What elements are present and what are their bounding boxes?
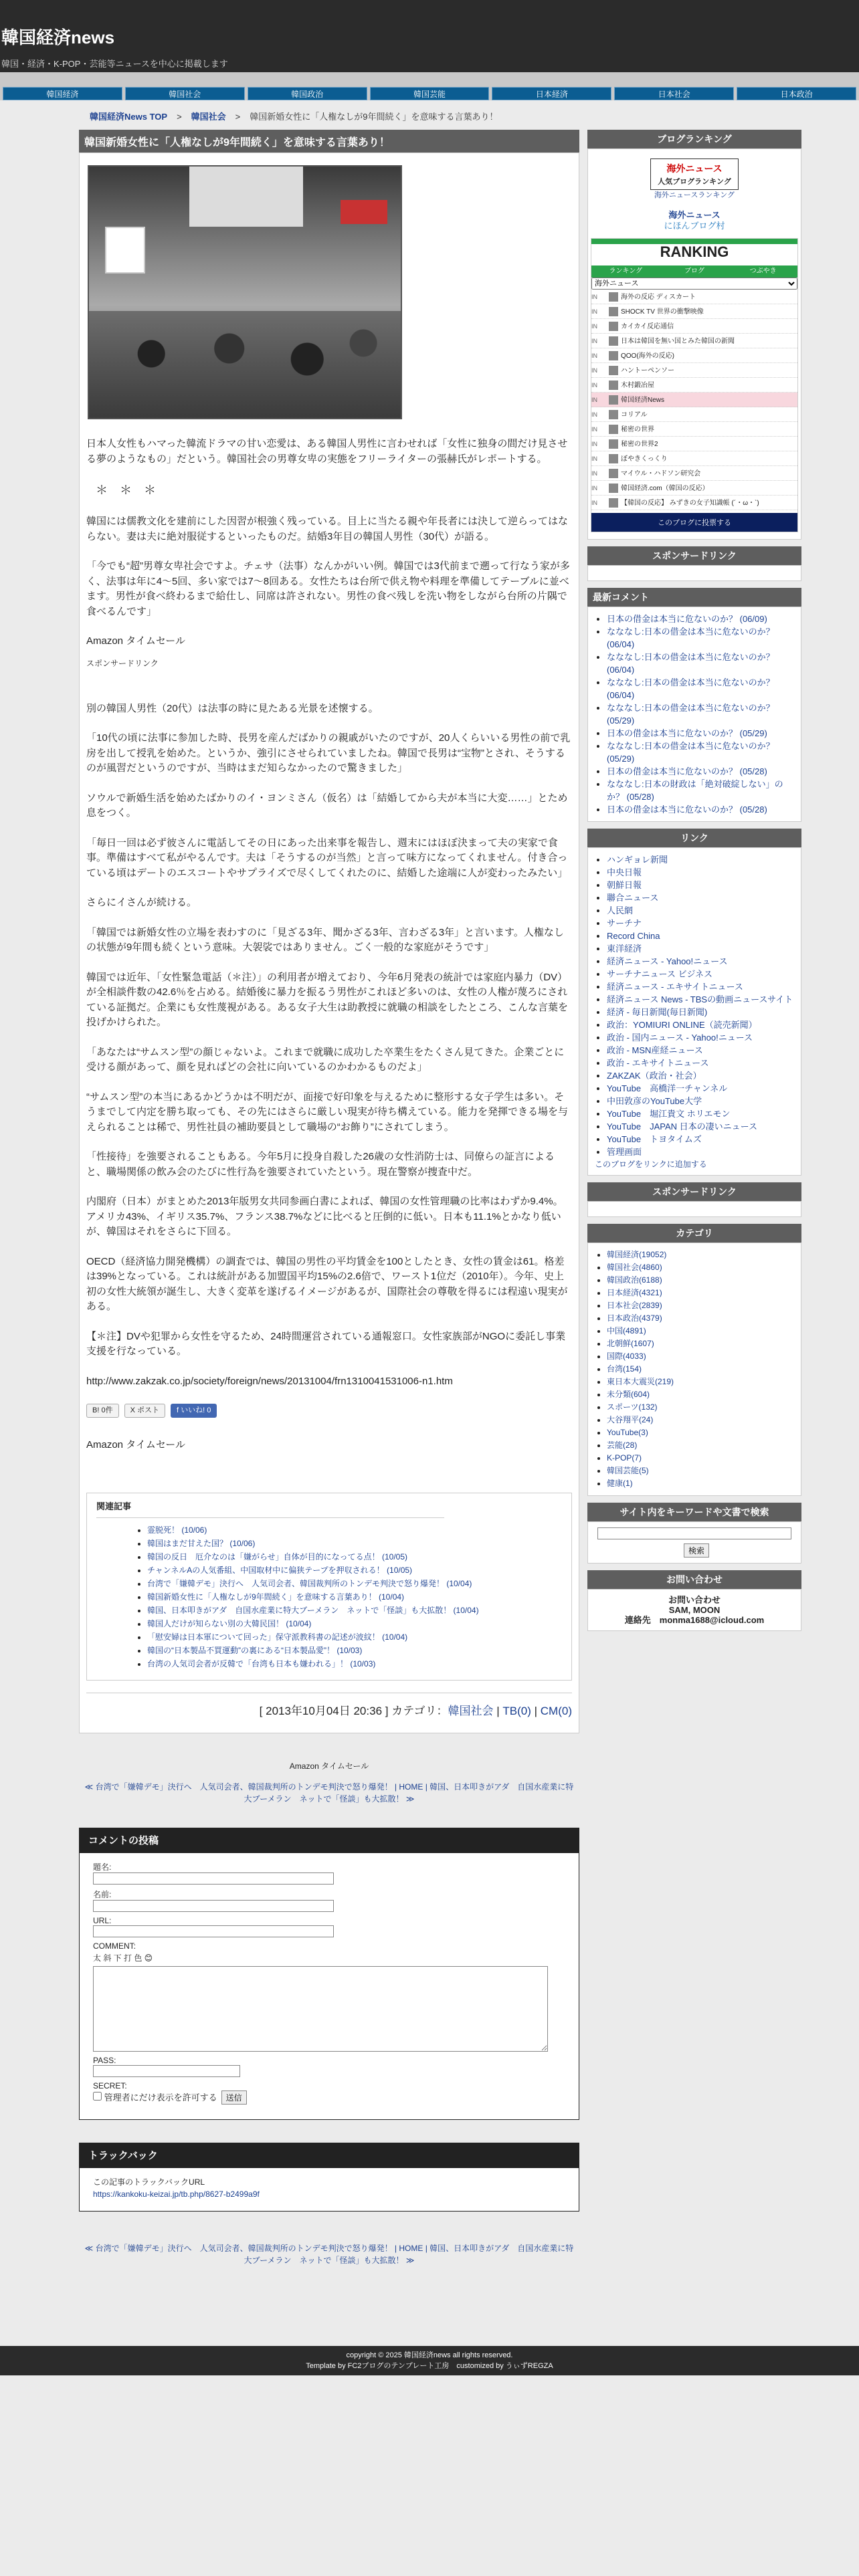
- contact-line: お問い合わせ: [668, 1595, 721, 1605]
- recent-comments: [587, 607, 801, 822]
- link-item-link[interactable]: 人民網: [607, 905, 634, 916]
- link-item-link[interactable]: 政治 - MSN産経ニュース: [607, 1045, 703, 1055]
- blogmura-banner[interactable]: 海外ニュース: [668, 210, 721, 220]
- related-item: [147, 1617, 562, 1630]
- link-item-link[interactable]: 東洋経済: [607, 944, 642, 954]
- link-item: [607, 993, 794, 1006]
- site-header: [0, 0, 859, 72]
- category-item-link[interactable]: 芸能(28): [607, 1440, 638, 1450]
- ranking-row-label: コリアル: [621, 411, 648, 419]
- article-paragraph: 韓国には儒教文化を建前にした因習が根強く残っている。目上に当たる親や年長者には決して逆らってはならない。妻は夫に絶対服従するといったものだ。結婚3年目の韓国人男性（30代）が語る。: [86, 516, 569, 542]
- ranking-category-select[interactable]: [591, 278, 797, 290]
- category-link[interactable]: 韓国社会: [448, 1704, 494, 1717]
- link-item: [607, 1095, 794, 1107]
- x-post-button[interactable]: X ポスト: [124, 1404, 165, 1418]
- secret-checkbox[interactable]: [93, 2092, 102, 2101]
- ranking-row[interactable]: IN SHOCK TV 世界の衝撃映像: [591, 304, 797, 319]
- comment-textarea[interactable]: [93, 1966, 548, 2052]
- comment-count[interactable]: CM(0): [540, 1704, 572, 1717]
- recent-comment-item: [607, 676, 794, 702]
- category-title: カテゴリ: [587, 1224, 801, 1243]
- link-item: [607, 917, 794, 930]
- related-item: [147, 1590, 562, 1604]
- trackback-label: この記事のトラックバックURL: [93, 2177, 205, 2187]
- category-item: [607, 1376, 794, 1388]
- related-item: [147, 1523, 562, 1537]
- trackback-url[interactable]: https://kankoku-keizai.jp/tb.php/8627-b2499a9f: [93, 2189, 260, 2199]
- ranking-row-label: 秘密の世界2: [621, 441, 658, 448]
- recent-comment-item-link[interactable]: なななし:日本の借金は本当に危ないのか？ (06/04): [607, 627, 775, 649]
- ranking-row-label: ぼやきくっくり: [621, 455, 668, 463]
- trackback-title: トラックバック: [79, 2143, 579, 2167]
- ranking-row[interactable]: IN 海外の反応 ディスカート: [591, 290, 797, 304]
- subject-label: 題名:: [93, 1862, 112, 1872]
- category-item-link[interactable]: 健康(1): [607, 1479, 633, 1488]
- related-link[interactable]: 韓国はまだ甘えた国？ (10/06): [147, 1538, 256, 1548]
- recent-comment-item: [607, 727, 794, 740]
- link-item-link[interactable]: 政治 - 国内ニュース - Yahoo!ニュース: [607, 1033, 753, 1043]
- format-toolbar[interactable]: 太 斜 下 打 色 😊: [93, 1953, 153, 1963]
- link-item-link[interactable]: 政治：YOMIURI ONLINE（読売新聞）: [607, 1020, 757, 1030]
- blog-thumb-icon: [609, 307, 618, 316]
- url-label: URL:: [93, 1916, 112, 1925]
- article-body: [79, 152, 579, 1733]
- category-item: [607, 1452, 794, 1465]
- breadcrumb: 韓国経済News TOP > 韓国社会 > 韓国新婚女性に「人権なしが9年間続く」を意味する言葉あり！: [90, 112, 498, 122]
- link-item-link[interactable]: 朝鮮日報: [607, 880, 642, 890]
- contact-box: [587, 1589, 801, 1631]
- article-separator: ＊＊＊: [96, 484, 168, 497]
- category-item-link[interactable]: 台湾(154): [607, 1364, 642, 1374]
- link-item-link[interactable]: YouTube 堀江貴文 ホリエモン: [607, 1109, 731, 1119]
- link-item-link[interactable]: 聯合ニュース: [607, 893, 659, 903]
- ranking-row[interactable]: IN マイウル・ハドソン研究会: [591, 466, 797, 481]
- ranking-row[interactable]: IN 日本は韓国を無い国とみた韓国の新聞: [591, 334, 797, 348]
- ranking-banner[interactable]: [591, 152, 798, 238]
- related-link[interactable]: 韓国の“日本製品不買運動”の裏にある“日本製品愛”！ (10/03): [147, 1645, 363, 1655]
- copyright: copyright © 2025 韓国経済news all rights reserved.: [346, 2351, 513, 2359]
- source-url[interactable]: http://www.zakzak.co.jp/society/foreign/news/20131004/frn1310041531006-n1.htm: [86, 1375, 453, 1387]
- sponsor-label: スポンサードリンク: [86, 658, 159, 668]
- link-item: [607, 930, 794, 942]
- ranking-row-label: 韓国経済News: [621, 397, 665, 404]
- links-box: [587, 847, 801, 1176]
- category-item-link[interactable]: 韓国社会(4860): [607, 1263, 662, 1272]
- amazon-link[interactable]: Amazon タイムセール: [289, 1761, 369, 1771]
- recent-comment-item: [607, 778, 794, 803]
- nav-korea-politics[interactable]: 韓国政治: [248, 87, 367, 100]
- ranking-widget: [591, 238, 798, 532]
- recent-comment-item: [607, 625, 794, 651]
- amazon-link[interactable]: Amazon タイムセール: [86, 1438, 185, 1451]
- ranking-logo: RANKING: [591, 239, 797, 265]
- category-item-link[interactable]: 東日本大震災(219): [607, 1377, 674, 1386]
- name-input[interactable]: [93, 1900, 334, 1912]
- secret-label: SECRET:: [93, 2081, 127, 2090]
- related-link[interactable]: 韓国人だけが知らない別の大韓民国！ (10/04): [147, 1618, 312, 1628]
- blog-thumb-icon: [609, 366, 618, 375]
- add-link[interactable]: このブログをリンクに追加する: [595, 1160, 707, 1169]
- vote-button[interactable]: このブログに投票する: [591, 513, 797, 532]
- ranking-row[interactable]: IN ぼやきくっくり: [591, 451, 797, 466]
- link-item-link[interactable]: YouTube トヨタイムズ: [607, 1134, 702, 1144]
- link-item: [607, 942, 794, 955]
- ranking-row[interactable]: IN 秘密の世界: [591, 422, 797, 437]
- link-item: [607, 866, 794, 879]
- category-item: [607, 1401, 794, 1414]
- comment-form-title: コメントの投稿: [79, 1828, 579, 1852]
- recent-comment-item: [607, 613, 794, 625]
- contact-names: SAM, MOON: [668, 1605, 721, 1615]
- ranking-row-label: ハントーペンソー: [621, 367, 674, 374]
- related-link[interactable]: 台湾の人気司会者が反韓で「台湾も日本も嫌われる」！ (10/03): [147, 1658, 376, 1669]
- article-footer: [ 2013年10月04日 20:36 ] カテゴリ：韓国社会 | TB(0) | CM(0): [86, 1693, 572, 1720]
- link-item-link[interactable]: YouTube JAPAN 日本の凄いニュース: [607, 1121, 757, 1132]
- pass-label: PASS:: [93, 2056, 116, 2065]
- contact-label: 連絡先: [624, 1615, 651, 1625]
- link-item-link[interactable]: Record China: [607, 931, 660, 941]
- category-item-link[interactable]: 日本政治(4379): [607, 1313, 662, 1323]
- blog-thumb-icon: [609, 425, 618, 434]
- post-pager: [82, 1781, 577, 1805]
- category-item-link[interactable]: YouTube(3): [607, 1428, 648, 1437]
- related-item: [147, 1604, 562, 1617]
- breadcrumb-top[interactable]: 韓国経済News TOP: [90, 112, 168, 122]
- ranking-row[interactable]: IN 木村鍛冶屋: [591, 378, 797, 393]
- ranking-row[interactable]: IN カイカイ反応通信: [591, 319, 797, 334]
- article-paragraph: 日本人女性もハマった韓流ドラマの甘い恋愛は、ある韓国人男性に言わせれば「女性に独身の間だけ見させる夢のようなもの」だという。韓国社会の男尊女卑の実態をフリーライターの張赫氏がレポートする。: [86, 438, 568, 465]
- breadcrumb-category[interactable]: 韓国社会: [191, 112, 226, 122]
- banner-sub: 人気ブログランキング: [658, 178, 731, 186]
- sponsor-box-2: [587, 1201, 801, 1217]
- site-footer: [0, 2346, 859, 2375]
- blog-ranking-box: [587, 148, 801, 540]
- article-paragraph: さらにイさんが続ける。: [86, 897, 197, 908]
- link-item-link[interactable]: サーチナ: [607, 918, 642, 928]
- category-item: [607, 1299, 794, 1312]
- category-item-link[interactable]: 韓国芸能(5): [607, 1466, 649, 1475]
- related-item: [147, 1537, 562, 1550]
- link-item: [607, 853, 794, 866]
- article-paragraph: 「あなたは“サムスン型”の顔じゃないよ。これまで就職に成功した卒業生をたくさん見てきた。企業ごとに受ける顔があって、顔を見ればどの会社に向いているのかわかるものだよ」: [86, 1046, 565, 1073]
- name-label: 名前:: [93, 1890, 112, 1899]
- article-photo: [88, 165, 402, 419]
- link-item: [607, 879, 794, 891]
- article-paragraph: OECD（経済協力開発機構）の調査では、韓国の男性の平均賃金を100としたとき、女性の賃金は61。格差は39%となっている。これは統計がある加盟国平均15%の2.6倍で、ワースト1位だ（2010年）。今年、史上初の女性大統領が誕生し、大きく変革を遂げるイメージがあるが、国際社会の尊敬を得るには程遠い現実がある。: [86, 1255, 568, 1312]
- category-item: [607, 1325, 794, 1337]
- tab-ranking[interactable]: ランキング: [609, 267, 643, 275]
- comment-label: COMMENT:: [93, 1941, 136, 1951]
- article-paragraph: ソウルで新婚生活を始めたばかりのイ・ヨンミさん（仮名）は「結婚してから夫が本当に大変……」とため息をつく。: [86, 792, 568, 819]
- category-label: カテゴリ：: [391, 1704, 448, 1717]
- related-item: [147, 1577, 562, 1590]
- related-link[interactable]: チャンネルAの人気番組、中国取材中に偏狭テープを押収される！ (10/05): [147, 1565, 413, 1575]
- amazon-link[interactable]: Amazon タイムセール: [86, 635, 185, 647]
- ranking-link[interactable]: 海外ニュースランキング: [654, 191, 735, 199]
- category-item-link[interactable]: 日本社会(2839): [607, 1301, 662, 1310]
- ranking-row[interactable]: IN 秘密の世界2: [591, 437, 797, 451]
- link-item-link[interactable]: ハンギョレ新聞: [607, 855, 668, 865]
- blog-thumb-icon: [609, 395, 618, 405]
- link-item: [607, 1031, 794, 1044]
- ranking-row[interactable]: IN ハントーペンソー: [591, 363, 797, 378]
- article-paragraph: 「今でも“超”男尊女卑社会ですよ。チェサ（法事）なんかがいい例。韓国では3代前まで遡って行なう家が多く、法事は年に4～5回、多い家では7～8回ある。女性たちは台所で供え物や料理を準備してテーブルに並べます。男性が食べ終わるまで給仕し、同席は許されない。男性の食べ残しを洗い物をしながら台所の片隅で食べるんです」: [86, 560, 570, 617]
- banner-main: 海外ニュース: [666, 163, 723, 174]
- link-item: [607, 1133, 794, 1146]
- category-item: [607, 1337, 794, 1350]
- recent-comment-item-link[interactable]: 日本の借金は本当に危ないのか？ (05/28): [607, 766, 767, 776]
- ranking-row[interactable]: IN 【韓国の反応】 みずきの女子知識帳 (´・ω・`): [591, 496, 797, 510]
- nav-japan-politics[interactable]: 日本政治: [737, 87, 856, 100]
- post-date: [ 2013年10月04日 20:36 ]: [259, 1704, 389, 1717]
- recent-comment-item: [607, 740, 794, 765]
- site-title[interactable]: 韓国経済news: [1, 27, 115, 47]
- sponsor-title-2: スポンサードリンク: [587, 1182, 801, 1201]
- url-input[interactable]: [93, 1925, 334, 1937]
- category-item-link[interactable]: 未分類(604): [607, 1390, 650, 1399]
- category-box: [587, 1243, 801, 1496]
- ranking-row-label: QOO(海外の反応): [621, 352, 674, 360]
- article-paragraph: 「毎日一回は必ず彼さんに電話してその日にあった出来事を報告し、週末にはほぼ決まって夫の実家で食事。準備はすべて私がやるんです。夫は「そうするのが当然」と言って味方になってくれません。付き合っている頃はデートのエスコートやサプライズで尽くしてくれたのに、結婚した途端に人が変わったみたい」: [86, 837, 568, 879]
- related-link[interactable]: 韓国、日本叩きがアダ 自国水産業に特大ブーメラン ネットで「怪談」も大拡散！ (10/04): [147, 1605, 479, 1615]
- link-item-link[interactable]: 経済ニュース - エキサイトニュース: [607, 982, 743, 992]
- search-title: サイト内をキーワードや文書で検索: [587, 1503, 801, 1521]
- recent-comment-item-link[interactable]: なななし:日本の借金は本当に危ないのか？ (06/04): [607, 677, 775, 700]
- category-item-link[interactable]: 大谷翔平(24): [607, 1415, 654, 1424]
- blog-thumb-icon: [609, 469, 618, 478]
- category-item-link[interactable]: 北朝鮮(1607): [607, 1339, 654, 1348]
- link-item: [607, 1018, 794, 1031]
- related-item: [147, 1644, 562, 1657]
- article-paragraph: 【＊注】DVや犯罪から女性を守るため、24時間運営されている通報窓口。女性家族部がNGOに委託し事業支援を行なっている。: [86, 1330, 566, 1357]
- comment-form: [79, 1852, 579, 2120]
- recent-comments-title: 最新コメント: [587, 588, 801, 607]
- tab-tweet[interactable]: つぶやき: [749, 267, 777, 275]
- category-item-link[interactable]: 韓国経済(19052): [607, 1250, 667, 1259]
- sidebar: [587, 130, 801, 1631]
- link-item-link[interactable]: 中田敦彦のYouTube大学: [607, 1096, 702, 1106]
- ranking-row-label: 日本は韓国を無い国とみた韓国の新聞: [621, 338, 735, 345]
- article-paragraph: “サムスン型”の本当にあるかどうかは不明だが、面接で好印象を与えるために整形する女子学生は多い。そうまでして内定を勝ち取っても、その先にはさらに厳しい現実が待ち構えている。能力を発揮できる場を与えられることは稀で、男性社員の補助要員として職場の“お飾り”にされてしまう。: [86, 1091, 569, 1133]
- ranking-row-label: 秘密の世界: [621, 426, 654, 433]
- sponsor-box: [587, 565, 801, 581]
- recent-comment-item: [607, 651, 794, 676]
- post-pager-bottom: [82, 2242, 577, 2266]
- category-item: [607, 1477, 794, 1490]
- link-item-link[interactable]: 中央日報: [607, 867, 642, 877]
- related-item: [147, 1630, 562, 1644]
- link-item-link[interactable]: 経済ニュース - Yahoo!ニュース: [607, 956, 728, 966]
- link-item: [607, 1044, 794, 1057]
- related-link[interactable]: 霊脱死！ (10/06): [147, 1525, 207, 1535]
- recent-comment-item-link[interactable]: なななし:日本の借金は本当に危ないのか？ (05/29): [607, 703, 775, 726]
- ranking-row[interactable]: IN 韓国経済News: [591, 393, 797, 407]
- link-item-link[interactable]: 管理画面: [607, 1147, 642, 1157]
- recent-comment-item: [607, 765, 794, 778]
- category-item-link[interactable]: 国際(4033): [607, 1352, 646, 1361]
- contact-email[interactable]: monma1688@icloud.com: [659, 1615, 765, 1625]
- category-item: [607, 1261, 794, 1274]
- ranking-row-label: マイウル・ハドソン研究会: [621, 470, 701, 477]
- link-item-link[interactable]: 経済 - 毎日新聞(毎日新聞): [607, 1007, 708, 1017]
- hatena-bookmark-button[interactable]: B! 0件: [86, 1404, 119, 1418]
- link-item: [607, 1146, 794, 1158]
- category-item: [607, 1363, 794, 1376]
- ranking-row-label: 韓国経済.com（韓国の反応）: [621, 485, 709, 492]
- submit-button[interactable]: 送信: [221, 2090, 247, 2105]
- category-item: [607, 1274, 794, 1287]
- category-item: [607, 1287, 794, 1299]
- related-link[interactable]: 韓国新婚女性に「人権なしが9年間続く」を意味する言葉あり！ (10/04): [147, 1592, 405, 1602]
- pass-input[interactable]: [93, 2065, 240, 2077]
- breadcrumb-current: 韓国新婚女性に「人権なしが9年間続く」を意味する言葉あり！: [250, 112, 498, 122]
- link-item-link[interactable]: 経済ニュース News - TBSの動画ニュースサイト: [607, 994, 793, 1004]
- sponsor-title: スポンサードリンク: [587, 546, 801, 565]
- recent-comment-item: [607, 803, 794, 816]
- link-item-link[interactable]: ZAKZAK（政治・社会）: [607, 1071, 702, 1081]
- search-box: [587, 1521, 801, 1564]
- category-item: [607, 1465, 794, 1477]
- link-item-link[interactable]: 政治 - エキサイトニュース: [607, 1058, 709, 1068]
- related-link[interactable]: 「慰安婦は日本軍について回った」保守派教科書の記述が波紋！ (10/04): [147, 1632, 408, 1642]
- facebook-like-button[interactable]: f いいね! 0: [171, 1404, 217, 1418]
- contact-title: お問い合わせ: [587, 1570, 801, 1589]
- category-item: [607, 1350, 794, 1363]
- category-item-link[interactable]: K-POP(7): [607, 1453, 642, 1463]
- article-paragraph: 内閣府（日本）がまとめた2013年版男女共同参画白書によれば、韓国の女性管理職の比率はわずか9.4%。アメリカ43%、イギリス35.7%、フランス38.7%などに比べると圧倒的に低い。日本も11.1%とかなり低いが、韓国はそれをさらに下回る。: [86, 1196, 563, 1237]
- recent-comment-item-link[interactable]: 日本の借金は本当に危ないのか？ (06/09): [607, 614, 767, 624]
- related-link[interactable]: 韓国の反日 厄介なのは「嫌がらせ」自体が目的になってる点！ (10/05): [147, 1551, 407, 1562]
- nav-korea-economy[interactable]: 韓国経済: [3, 87, 122, 100]
- article-title: 韓国新婚女性に「人権なしが9年間続く」を意味する言葉あり！: [79, 130, 579, 152]
- related-articles: [86, 1493, 572, 1681]
- recent-comment-item: [607, 702, 794, 727]
- pager-link[interactable]: ≪ 台湾で「嫌韓デモ」決行へ 人気司会者、韓国裁判所のトンデモ判決で怒り爆発！ | HOME | 韓国、日本叩きがアダ 自国水産業に特大ブーメラン ネットで「怪談」も大拡散！ ≫: [84, 2244, 574, 2265]
- link-item-link[interactable]: YouTube 高橋洋一チャンネル: [607, 1083, 728, 1093]
- article-paragraph: 別の韓国人男性（20代）は法事の時に見たある光景を述懐する。: [86, 702, 379, 714]
- trackback-box: [79, 2167, 579, 2212]
- related-item: [147, 1550, 562, 1564]
- nav-korea-entertainment[interactable]: 韓国芸能: [370, 87, 490, 100]
- recent-comment-item-link[interactable]: 日本の借金は本当に危ないのか？ (05/28): [607, 804, 767, 815]
- blog-thumb-icon: [609, 322, 618, 331]
- links-title: リンク: [587, 829, 801, 847]
- ranking-row-label: 木村鍛冶屋: [621, 382, 654, 389]
- related-item: [147, 1657, 562, 1671]
- category-item-link[interactable]: 中国(4891): [607, 1326, 646, 1335]
- ranking-row[interactable]: IN コリアル: [591, 407, 797, 422]
- category-item: [607, 1249, 794, 1261]
- recent-comment-item-link[interactable]: 日本の借金は本当に危ないのか？ (05/29): [607, 728, 767, 738]
- ranking-row[interactable]: IN QOO(海外の反応): [591, 348, 797, 363]
- link-item: [607, 1082, 794, 1095]
- related-link[interactable]: 台湾で「嫌韓デモ」決行へ 人気司会者、韓国裁判所のトンデモ判決で怒り爆発！ (10/04): [147, 1578, 472, 1588]
- search-input[interactable]: [597, 1527, 791, 1539]
- secret-option-label: 管理者にだけ表示を許可する: [104, 2092, 217, 2103]
- share-buttons: [86, 1404, 572, 1418]
- template-credit: Template by FC2ブログのテンプレート工房 customized by うぃずREGZA: [306, 2362, 553, 2370]
- category-item: [607, 1388, 794, 1401]
- subject-input[interactable]: [93, 1872, 334, 1885]
- article-paragraph: 「10代の頃に法事に参加した時、長男を産んだばかりの親戚がいたのですが、20人くらいいる男性の前で乳房を出して授乳を始めた。というか、強引にさせられていましたね。韓国で長男は“宝物”とされ、そうするのが風習だというのですが、当時はまだ知らなかったので驚きました」: [86, 732, 571, 774]
- blog-thumb-icon: [609, 410, 618, 419]
- link-item: [607, 891, 794, 904]
- nav-japan-society[interactable]: 日本社会: [614, 87, 734, 100]
- recent-comment-item-link[interactable]: なななし:日本の財政は「絶対破綻しない」のか？ (05/28): [607, 779, 783, 802]
- ranking-row-label: SHOCK TV 世界の衝撃映像: [621, 308, 704, 316]
- link-item-link[interactable]: サーチナニュース ビジネス: [607, 969, 713, 979]
- blog-thumb-icon: [609, 336, 618, 346]
- blog-thumb-icon: [609, 381, 618, 390]
- blog-thumb-icon: [609, 351, 618, 360]
- search-button[interactable]: 検索: [684, 1543, 709, 1558]
- link-item: [607, 1006, 794, 1018]
- category-item: [607, 1426, 794, 1439]
- recent-comment-item-link[interactable]: なななし:日本の借金は本当に危ないのか？ (05/29): [607, 741, 775, 764]
- related-title: 関連記事: [96, 1500, 444, 1518]
- main-column: [79, 130, 579, 2266]
- blogmura-sub: にほんブログ村: [664, 221, 725, 231]
- nav-korea-society[interactable]: 韓国社会: [125, 87, 245, 100]
- article-paragraph: 「韓国では新婚女性の立場を表わすのに「見ざる3年、聞かざる3年、言わざる3年」と言います。人権なしの状態が9年間も続くという意味。大袈裟ではありません。ごく一般的な家庭がそうです」: [86, 926, 564, 953]
- link-item: [607, 1107, 794, 1120]
- ranking-row[interactable]: IN 韓国経済.com（韓国の反応）: [591, 481, 797, 496]
- blog-ranking-title: ブログランキング: [587, 130, 801, 148]
- category-item: [607, 1312, 794, 1325]
- pager-link[interactable]: ≪ 台湾で「嫌韓デモ」決行へ 人気司会者、韓国裁判所のトンデモ判決で怒り爆発！ | HOME | 韓国、日本叩きがアダ 自国水産業に特大ブーメラン ネットで「怪談」も大拡散！ ≫: [84, 1782, 574, 1804]
- blog-thumb-icon: [609, 498, 618, 508]
- related-item: [147, 1564, 562, 1577]
- category-item-link[interactable]: 日本経済(4321): [607, 1288, 662, 1297]
- site-tagline: 韓国・経済・K-POP・芸能等ニュースを中心に掲載します: [1, 59, 228, 69]
- nav-japan-economy[interactable]: 日本経済: [492, 87, 611, 100]
- recent-comment-item-link[interactable]: なななし:日本の借金は本当に危ないのか？ (06/04): [607, 652, 775, 675]
- link-item: [607, 904, 794, 917]
- global-nav: [0, 72, 859, 100]
- category-item-link[interactable]: 韓国政治(6188): [607, 1275, 662, 1285]
- link-item: [607, 1057, 794, 1069]
- blog-thumb-icon: [609, 454, 618, 463]
- blog-thumb-icon: [609, 439, 618, 449]
- link-item: [607, 980, 794, 993]
- link-item: [607, 1069, 794, 1082]
- blog-thumb-icon: [609, 484, 618, 493]
- ranking-row-label: カイカイ反応通信: [621, 323, 674, 330]
- category-item: [607, 1439, 794, 1452]
- ranking-row-label: 【韓国の反応】 みずきの女子知識帳 (´・ω・`): [621, 500, 759, 507]
- article-paragraph: 「性接待」を強要されることもある。今年5月に投身自殺した26歳の女性消防士は、同僚らの証言によると、職場関係の飲み会のたびに性行為を強要されていたという。現在警察が捜査中だ。: [86, 1151, 555, 1178]
- category-item: [607, 1414, 794, 1426]
- blog-thumb-icon: [609, 292, 618, 302]
- ranking-row-label: 海外の反応 ディスカート: [621, 294, 696, 301]
- tab-blog[interactable]: ブログ: [684, 267, 704, 275]
- trackback-count[interactable]: TB(0): [502, 1704, 531, 1717]
- category-item-link[interactable]: スポーツ(132): [607, 1402, 658, 1412]
- article-paragraph: 韓国では近年、「女性緊急電話（＊注）」の利用者が増えており、今年6月発表の統計では家庭内暴力（DV）が全相談件数の42.6％を占める。結婚後に暴力を振るう男性がこれほど多いのは、女性の人権が蔑ろにされている証拠だ。企業にも女性蔑視がある。ある女子大生は助教授に就職の相談をしたところ、こんな言葉を投げかけられた。: [86, 971, 569, 1028]
- link-item: [607, 968, 794, 980]
- link-item: [607, 1120, 794, 1133]
- link-item: [607, 955, 794, 968]
